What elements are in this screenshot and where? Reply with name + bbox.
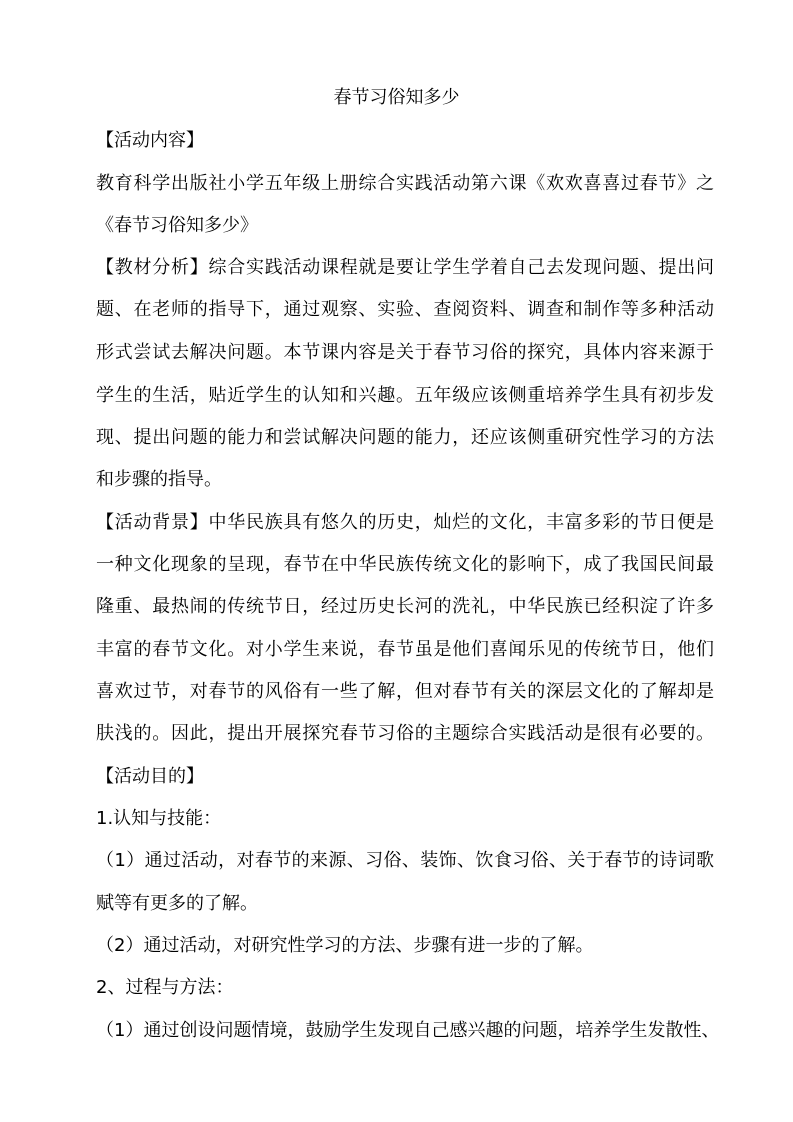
heading-activity-content: 【活动内容】	[96, 130, 204, 151]
paragraph-line: 喜欢过节，对春节的风俗有一些了解，但对春节有关的深层文化的了解却是	[96, 681, 714, 702]
heading-activity-goals: 【活动目的】	[96, 766, 204, 787]
paragraph-line: 形式尝试去解决问题。本节课内容是关于春节习俗的探究，具体内容来源于	[96, 342, 714, 363]
document-title: 春节习俗知多少	[333, 87, 460, 108]
paragraph-line: （1）通过活动，对春节的来源、习俗、装饰、饮食习俗、关于春节的诗词歌	[96, 850, 714, 871]
paragraph-line: （2）通过活动，对研究性学习的方法、步骤有进一步的了解。	[96, 935, 594, 956]
paragraph-line: 2、过程与方法：	[96, 977, 234, 998]
paragraph-line: 1.认知与技能：	[96, 808, 222, 829]
paragraph-line: 学生的生活，贴近学生的认知和兴趣。五年级应该侧重培养学生具有初步发	[96, 385, 714, 406]
paragraph-line: 【活动背景】中华民族具有悠久的历史，灿烂的文化，丰富多彩的节日便是	[96, 512, 714, 533]
paragraph-line: 肤浅的。因此，提出开展探究春节习俗的主题综合实践活动是很有必要的。	[96, 723, 714, 744]
paragraph-line: （1）通过创设问题情境，鼓励学生发现自己感兴趣的问题，培养学生发散性、	[96, 1020, 720, 1041]
paragraph-line: 题、在老师的指导下，通过观察、实验、查阅资料、调查和制作等多种活动	[96, 299, 714, 320]
paragraph-line: 隆重、最热闹的传统节日，经过历史长河的洗礼，中华民族已经积淀了许多	[96, 596, 714, 617]
paragraph-line: 丰富的春节文化。对小学生来说，春节虽是他们喜闻乐见的传统节日，他们	[96, 639, 714, 660]
paragraph-line: 赋等有更多的了解。	[96, 893, 258, 914]
paragraph-line: 和步骤的指导。	[96, 469, 222, 490]
paragraph-line: 【教材分析】综合实践活动课程就是要让学生学着自己去发现问题、提出问	[96, 257, 714, 278]
paragraph-line: 现、提出问题的能力和尝试解决问题的能力，还应该侧重研究性学习的方法	[96, 427, 714, 448]
paragraph-line: 一种文化现象的呈现，春节在中华民族传统文化的影响下，成了我国民间最	[96, 554, 714, 575]
paragraph-line: 《春节习俗知多少》	[96, 215, 258, 236]
paragraph-line: 教育科学出版社小学五年级上册综合实践活动第六课《欢欢喜喜过春节》之	[96, 173, 714, 194]
